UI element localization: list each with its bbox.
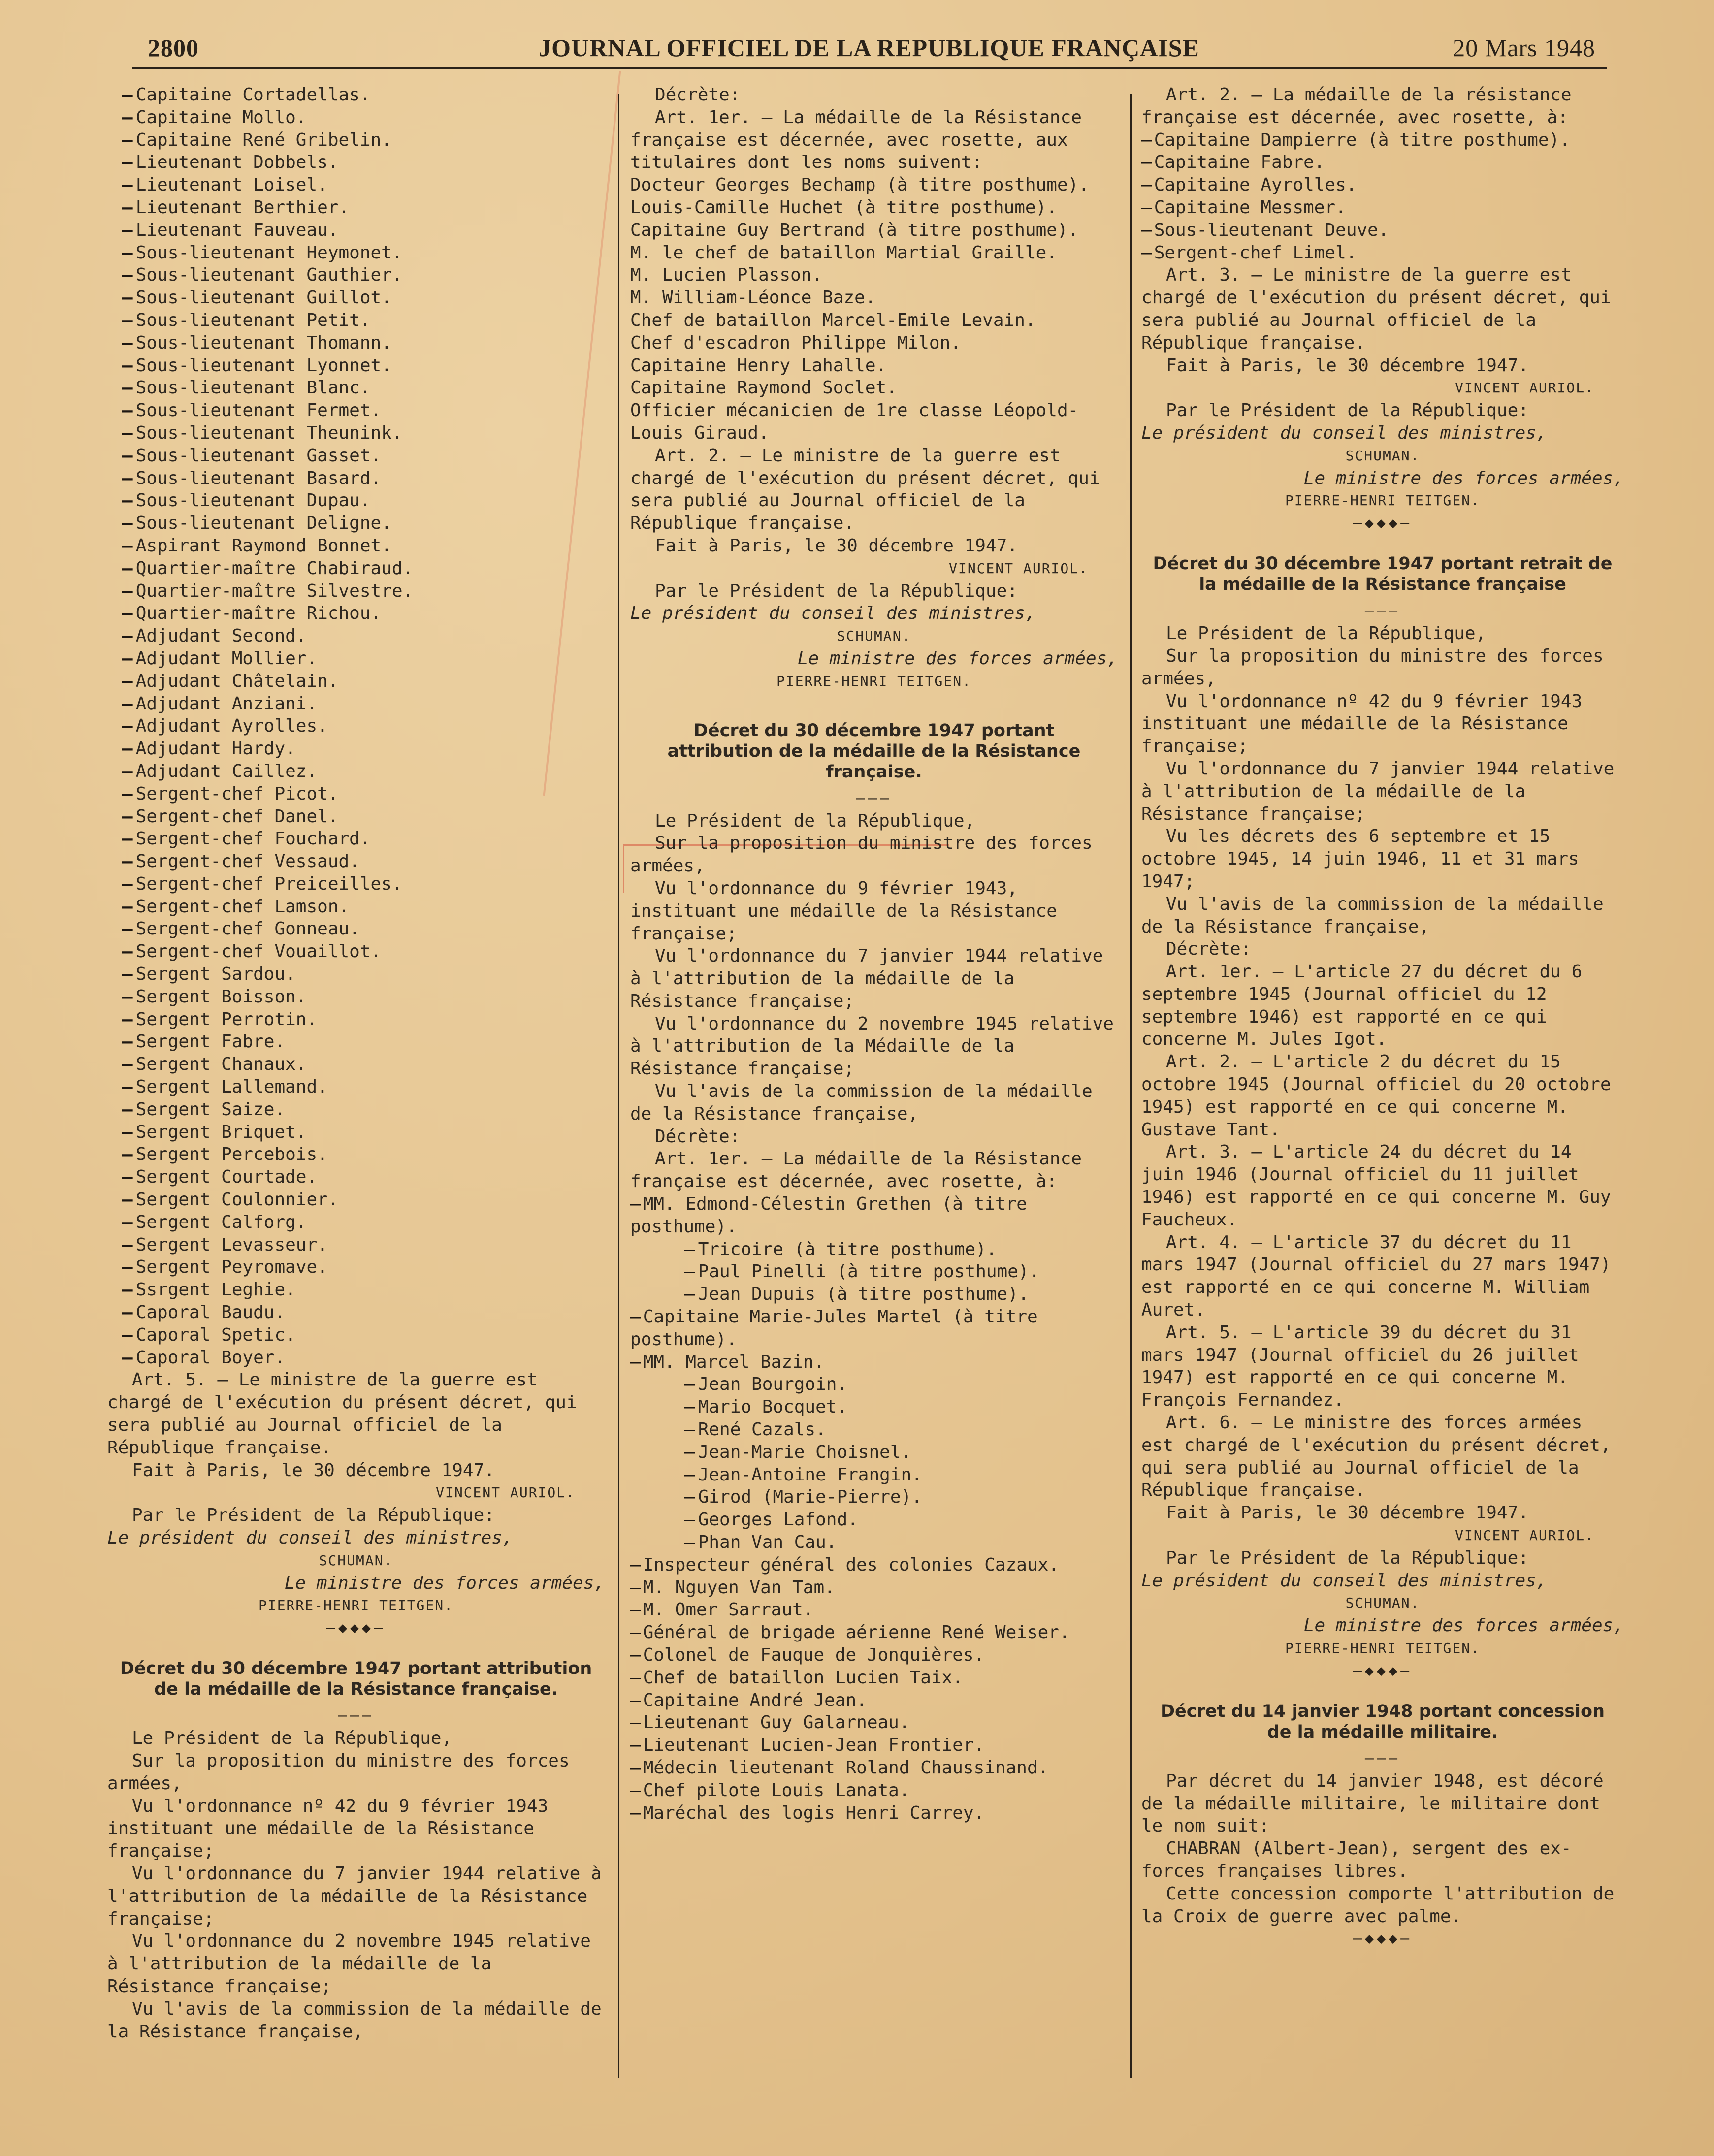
col3-signature-teitgen-2: PIERRE-HENRI TEITGEN. <box>1285 1640 1480 1656</box>
col3-retrait-body-item: Vu les décrets des 6 septembre et 15 octobre 1945, 14 juin 1946, 11 et 31 mars 1947; <box>1141 826 1579 892</box>
col3-retrait-body <box>1141 622 1624 938</box>
col3-retrait-body-item: Le Président de la République, <box>1166 623 1487 644</box>
col1-name-list-item: — Adjudant Châtelain. <box>107 670 605 693</box>
col3-articles-item: Art. 4. — L'article 37 du décret du 11 mars 1947 (Journal officiel du 27 mars 1947) est rapporté en ce qui concerne M. William Auret. <box>1141 1232 1611 1320</box>
col1-name-list-item: — Sergent Courtade. <box>107 1166 605 1189</box>
column-3 <box>1141 84 1624 1950</box>
col1-name-list-item: — Lieutenant Loisel. <box>107 174 605 196</box>
col2-names-a-item: M. William-Léonce Baze. <box>630 288 876 308</box>
col2-decree2-title: Décret du 30 décembre 1947 portant attribution de la médaille de la Résistance française. <box>667 720 1081 782</box>
col1-decree-body-item: Vu l'avis de la commission de la médaille de la Résistance française, <box>107 1998 602 2042</box>
col1-name-list-item: — Adjudant Anziani. <box>107 693 605 715</box>
col1-name-list-item: — Sous-lieutenant Theunink. <box>107 422 605 445</box>
col3-fait2: Fait à Paris, le 30 décembre 1947. <box>1166 1503 1529 1523</box>
col1-name-list-item: — Adjudant Mollier. <box>107 647 605 670</box>
col2-signature-teitgen: PIERRE-HENRI TEITGEN. <box>776 673 971 689</box>
col3-decrete: Décrète: <box>1166 939 1252 960</box>
col3-president-conseil: Le président du conseil des ministres, <box>1141 422 1547 443</box>
col1-name-list-item: — Sergent Lallemand. <box>107 1076 605 1098</box>
col1-name-list-item: — Sergent-chef Vessaud. <box>107 850 605 873</box>
col1-name-list-item: — Lieutenant Berthier. <box>107 196 605 219</box>
col1-signature-auriol: VINCENT AURIOL. <box>436 1484 575 1501</box>
journal-title: JOURNAL OFFICIEL DE LA REPUBLIQUE FRANÇAISE <box>539 34 1199 62</box>
col2-decree2-body-item: Vu l'ordonnance du 7 janvier 1944 relative à l'attribution de la médaille de la Résistance française; <box>630 946 1103 1011</box>
column-rule-2 <box>1130 94 1132 2078</box>
col2-names-a-item: Capitaine Raymond Soclet. <box>630 378 897 398</box>
col1-name-list-item: — Adjudant Hardy. <box>107 738 605 760</box>
col2-decree2-body <box>630 810 1118 1126</box>
col3-signature-schuman-2: SCHUMAN. <box>1345 1595 1420 1611</box>
col1-name-list-item: — Sergent Perrotin. <box>107 1008 605 1031</box>
col2-names-sub2-item: — René Cazals. <box>630 1418 1118 1441</box>
page-header <box>133 29 1605 68</box>
col1-name-list-item: — Sous-lieutenant Petit. <box>107 309 605 332</box>
col3-ornament-4: ——— <box>1364 1749 1401 1767</box>
col1-name-list-item: — Sous-lieutenant Deligne. <box>107 512 605 535</box>
col2-names-sub2-item: — Phan Van Cau. <box>630 1531 1118 1554</box>
col2-names-end-item: — Chef pilote Louis Lanata. <box>630 1779 1118 1802</box>
column-rule-1 <box>618 94 619 2078</box>
col3-fait: Fait à Paris, le 30 décembre 1947. <box>1166 355 1529 376</box>
col3-retrait-body-item: Vu l'ordonnance nº 42 du 9 février 1943 instituant une médaille de la Résistance française; <box>1141 691 1583 757</box>
col1-decree-body-item: Sur la proposition du ministre des forces armées, <box>107 1750 570 1794</box>
col2-names-a <box>630 174 1118 445</box>
col2-names-sub2-item: — Jean Bourgoin. <box>630 1373 1118 1396</box>
col1-name-list-item: — Sergent Sardou. <box>107 963 605 986</box>
col1-name-list-item: — Sergent-chef Lamson. <box>107 896 605 918</box>
col2-names-end-item: — M. Nguyen Van Tam. <box>630 1577 1118 1599</box>
col2-names-end-item: — Lieutenant Lucien-Jean Frontier. <box>630 1734 1118 1757</box>
col1-name-list-item: — Capitaine Mollo. <box>107 106 605 129</box>
col3-militaire-body-item: Par décret du 14 janvier 1948, est décoré de la médaille militaire, le militaire dont le nom suit: <box>1141 1770 1604 1836</box>
col1-name-list-item: — Caporal Baudu. <box>107 1301 605 1324</box>
col3-art3: Art. 3. — Le ministre de la guerre est chargé de l'exécution du présent décret, qui sera publié au Journal officiel de la République française. <box>1141 265 1611 353</box>
col2-names-end <box>630 1554 1118 1825</box>
col1-name-list-item: — Adjudant Ayrolles. <box>107 715 605 738</box>
col2-names-end-item: — Inspecteur général des colonies Cazaux. <box>630 1554 1118 1577</box>
col1-decree-body <box>107 1727 605 2043</box>
col1-name-list-item: — Quartier-maître Richou. <box>107 602 605 625</box>
col1-name-list-item: — Sergent-chef Danel. <box>107 805 605 828</box>
col3-ministre-2: Le ministre des forces armées, <box>1303 1615 1624 1636</box>
col1-ministre: Le ministre des forces armées, <box>284 1573 605 1593</box>
col3-president-conseil-2: Le président du conseil des ministres, <box>1141 1570 1547 1591</box>
col1-name-list-item: — Sous-lieutenant Gauthier. <box>107 264 605 287</box>
col3-retrait-body-item: Vu l'ordonnance du 7 janvier 1944 relative à l'attribution de la médaille de la Résistance française; <box>1141 758 1615 824</box>
col1-name-list-item: — Capitaine Cortadellas. <box>107 84 605 106</box>
col2-art2: Art. 2. — Le ministre de la guerre est chargé de l'exécution du présent décret, qui sera publié au Journal officiel de la République française. <box>630 445 1100 534</box>
col3-signature-schuman: SCHUMAN. <box>1345 447 1420 464</box>
col2-names-a-item: Chef de bataillon Marcel-Emile Levain. <box>630 310 1036 330</box>
col2-names-end-item: — Lieutenant Guy Galarneau. <box>630 1711 1118 1734</box>
issue-date: 20 Mars 1948 <box>1453 34 1595 62</box>
col1-name-list-item: — Sergent Coulonnier. <box>107 1189 605 1211</box>
col3-signature-auriol: VINCENT AURIOL. <box>1455 380 1594 396</box>
col2-names-sub2-item: — Girod (Marie-Pierre). <box>630 1486 1118 1509</box>
col1-name-list-item: — Sergent-chef Fouchard. <box>107 828 605 850</box>
col2-names-sub1-item: — Paul Pinelli (à titre posthume). <box>630 1260 1118 1283</box>
col2-signature-auriol: VINCENT AURIOL. <box>949 560 1088 577</box>
col1-name-list-item: — Sous-lieutenant Blanc. <box>107 377 605 399</box>
col1-name-list-item: — Ssrgent Leghie. <box>107 1279 605 1301</box>
col3-articles-item: Art. 2. — L'article 2 du décret du 15 octobre 1945 (Journal officiel du 20 octobre 1945) est rapporté en ce qui concerne M. Gustave Tant. <box>1141 1052 1611 1140</box>
col1-name-list-item: — Lieutenant Dobbels. <box>107 151 605 174</box>
col3-art2: Art. 2. — La médaille de la résistance française est décernée, avec rosette, à: <box>1141 85 1572 128</box>
col2-names-a-item: Officier mécanicien de 1re classe Léopold-Louis Giraud. <box>630 400 1079 443</box>
col2-names-a-item: Capitaine Guy Bertrand (à titre posthume). <box>630 220 1079 240</box>
col1-name-list-item: — Sous-lieutenant Fermet. <box>107 399 605 422</box>
col1-decree-body-item: Vu l'ordonnance du 2 novembre 1945 relative à l'attribution de la médaille de la Résistance française; <box>107 1931 591 1996</box>
col1-name-list-item: — Sergent Fabre. <box>107 1030 605 1053</box>
col1-name-list-item: — Capitaine René Gribelin. <box>107 129 605 152</box>
col1-president-conseil: Le président du conseil des ministres, <box>107 1528 513 1548</box>
col1-name-list-item: — Sous-lieutenant Lyonnet. <box>107 354 605 377</box>
col2-names-a-item: M. le chef de bataillon Martial Graille. <box>630 242 1057 263</box>
col3-articles-item: Art. 3. — L'article 24 du décret du 14 juin 1946 (Journal officiel du 11 juillet 1946) est rapporté en ce qui concerne M. Guy Faucheux. <box>1141 1142 1611 1230</box>
col2-art1b: Art. 1er. — La médaille de la Résistance française est décernée, avec rosette, à: <box>630 1149 1082 1192</box>
col2-names-a-item: Louis-Camille Huchet (à titre posthume). <box>630 197 1057 218</box>
col2-decrete: Décrète: <box>655 85 741 105</box>
col2-names-a-item: Capitaine Henry Lahalle. <box>630 355 887 376</box>
col2-fait: Fait à Paris, le 30 décembre 1947. <box>655 535 1018 556</box>
col3-ornament-2: ——— <box>1364 602 1401 620</box>
col1-name-list-item: — Sous-lieutenant Dupau. <box>107 489 605 512</box>
col2-names-end-item: — Général de brigade aérienne René Weiser. <box>630 1621 1118 1644</box>
col1-name-list-item: — Quartier-maître Silvestre. <box>107 580 605 603</box>
col3-articles-item: Art. 6. — Le ministre des forces armées est chargé de l'exécution du présent décret, qui sera publié au Journal officiel de la République française. <box>1141 1413 1611 1501</box>
col2-name-bazin: — MM. Marcel Bazin. <box>630 1351 1118 1374</box>
col1-name-list-item: — Sergent Peyromave. <box>107 1256 605 1279</box>
col3-names-item: — Capitaine Ayrolles. <box>1141 174 1624 196</box>
col2-names-a-item: Docteur Georges Bechamp (à titre posthume). <box>630 175 1089 195</box>
col1-signature-schuman: SCHUMAN. <box>319 1552 393 1569</box>
col3-par2: Par le Président de la République: <box>1166 1547 1529 1568</box>
col2-names-sub2-item: — Georges Lafond. <box>630 1509 1118 1531</box>
col1-ornament-2: ——— <box>338 1707 374 1725</box>
col3-names-item: — Capitaine Fabre. <box>1141 151 1624 174</box>
col1-name-list-item: — Aspirant Raymond Bonnet. <box>107 535 605 557</box>
col2-president-conseil: Le président du conseil des ministres, <box>630 603 1036 624</box>
col1-decree-body-item: Vu l'ordonnance du 7 janvier 1944 relative à l'attribution de la médaille de la Résistance française; <box>107 1863 602 1929</box>
col3-militaire-body-item: CHABRAN (Albert-Jean), sergent des ex-forces françaises libres. <box>1141 1838 1572 1881</box>
col3-names <box>1141 129 1624 264</box>
col2-art1: Art. 1er. — La médaille de la Résistance française est décernée, avec rosette, aux titulaires dont les noms suivent: <box>630 107 1082 173</box>
col2-par: Par le Président de la République: <box>655 580 1018 601</box>
col1-art5: Art. 5. — Le ministre de la guerre est chargé de l'exécution du présent décret, qui sera publié au Journal officiel de la République française. <box>107 1370 577 1458</box>
col2-names-sub2-item: — Jean-Marie Choisnel. <box>630 1441 1118 1464</box>
col3-articles-item: Art. 5. — L'article 39 du décret du 31 mars 1947 (Journal officiel du 26 juillet 1947) est rapporté en ce qui concerne M. François Fernandez. <box>1141 1322 1579 1411</box>
col2-names-sub1-item: — Tricoire (à titre posthume). <box>630 1238 1118 1261</box>
col1-name-list-item: — Sergent-chef Preiceilles. <box>107 873 605 896</box>
col3-retrait-body-item: Vu l'avis de la commission de la médaille de la Résistance française, <box>1141 894 1604 937</box>
col1-name-list-item: — Sous-lieutenant Heymonet. <box>107 242 605 264</box>
col1-name-list-item: — Sous-lieutenant Guillot. <box>107 287 605 309</box>
header-rule <box>132 67 1607 69</box>
col2-names-a-item: Chef d'escadron Philippe Milon. <box>630 332 961 353</box>
col2-names-sub1-item: — Jean Dupuis (à titre posthume). <box>630 1283 1118 1306</box>
col2-ministre: Le ministre des forces armées, <box>797 648 1118 669</box>
col1-name-list-item: — Sergent Saize. <box>107 1098 605 1121</box>
col2-signature-schuman: SCHUMAN. <box>837 628 911 644</box>
col2-name-grethen: — MM. Edmond-Célestin Grethen (à titre posthume). <box>630 1193 1118 1238</box>
col3-ministre: Le ministre des forces armées, <box>1303 468 1624 488</box>
col1-name-list-item: — Lieutenant Fauveau. <box>107 219 605 242</box>
col3-articles-item: Art. 1er. — L'article 27 du décret du 6 septembre 1945 (Journal officiel du 12 septembre 1946) est rapporté en ce qui concerne M. Jules Igot. <box>1141 962 1583 1050</box>
col2-names-end-item: — Chef de bataillon Lucien Taix. <box>630 1667 1118 1689</box>
col3-names-item: — Sergent-chef Limel. <box>1141 242 1624 264</box>
col2-name-martel: — Capitaine Marie-Jules Martel (à titre posthume). <box>630 1306 1118 1351</box>
col2-names-end-item: — M. Omer Sarraut. <box>630 1599 1118 1621</box>
col3-retrait-body-item: Sur la proposition du ministre des forces armées, <box>1141 645 1604 689</box>
col1-fait: Fait à Paris, le 30 décembre 1947. <box>132 1460 495 1480</box>
col1-name-list-item: — Sous-lieutenant Thomann. <box>107 332 605 354</box>
col1-name-list-item: — Adjudant Caillez. <box>107 760 605 783</box>
col1-name-list-item: — Sergent-chef Vouaillot. <box>107 940 605 963</box>
col3-ornament-1: —◆◆◆— <box>1353 515 1413 532</box>
col2-names-end-item: — Maréchal des logis Henri Carrey. <box>630 1802 1118 1825</box>
col3-ornament-5: —◆◆◆— <box>1353 1930 1413 1948</box>
col3-names-item: — Capitaine Dampierre (à titre posthume). <box>1141 129 1624 152</box>
col2-decree2-body-item: Sur la proposition du ministre des forces armées, <box>630 833 1093 876</box>
col1-name-list-item: — Sergent Calforg. <box>107 1211 605 1234</box>
page-number: 2800 <box>148 34 199 62</box>
col1-name-list <box>107 84 605 1369</box>
column-1 <box>107 84 605 2043</box>
col2-names-end-item: — Capitaine André Jean. <box>630 1689 1118 1712</box>
col3-ornament-3: —◆◆◆— <box>1353 1662 1413 1679</box>
col1-name-list-item: — Sergent Boisson. <box>107 986 605 1008</box>
col1-name-list-item: — Adjudant Second. <box>107 625 605 647</box>
col1-decree-body-item: Le Président de la République, <box>132 1728 453 1749</box>
col1-par: Par le Président de la République: <box>132 1505 495 1526</box>
col3-militaire-title: Décret du 14 janvier 1948 portant concession de la médaille militaire. <box>1161 1701 1605 1742</box>
col1-name-list-item: — Caporal Spetic. <box>107 1324 605 1347</box>
col1-name-list-item: — Quartier-maître Chabiraud. <box>107 557 605 580</box>
col2-names-sub1 <box>630 1238 1118 1306</box>
col1-signature-teitgen: PIERRE-HENRI TEITGEN. <box>258 1597 453 1614</box>
col2-ornament: ——— <box>856 789 892 807</box>
col3-articles <box>1141 961 1624 1502</box>
col1-name-list-item: — Sous-lieutenant Gasset. <box>107 445 605 467</box>
col2-names-sub2-item: — Jean-Antoine Frangin. <box>630 1464 1118 1486</box>
col2-decree2-body-item: Vu l'ordonnance du 9 février 1943, instituant une médaille de la Résistance française; <box>630 878 1057 944</box>
col2-names-sub2 <box>630 1373 1118 1553</box>
col2-names-sub2-item: — Mario Bocquet. <box>630 1396 1118 1418</box>
col2-names-a-item: M. Lucien Plasson. <box>630 265 823 286</box>
col1-ornament-1: —◆◆◆— <box>326 1619 386 1637</box>
col2-decree2-body-item: Vu l'ordonnance du 2 novembre 1945 relative à l'attribution de la Médaille de la Résistance française; <box>630 1013 1114 1079</box>
col2-decrete2: Décrète: <box>655 1126 741 1147</box>
col3-militaire-body-item: Cette concession comporte l'attribution de la Croix de guerre avec palme. <box>1141 1883 1615 1927</box>
col3-par: Par le Président de la République: <box>1166 400 1529 421</box>
col2-names-end-item: — Colonel de Fauque de Jonquières. <box>630 1644 1118 1667</box>
col3-names-item: — Sous-lieutenant Deuve. <box>1141 219 1624 242</box>
col3-signature-auriol-2: VINCENT AURIOL. <box>1455 1527 1594 1544</box>
col1-name-list-item: — Sergent Chanaux. <box>107 1053 605 1076</box>
col3-names-item: — Capitaine Messmer. <box>1141 196 1624 219</box>
col1-name-list-item: — Sergent Briquet. <box>107 1121 605 1144</box>
col1-name-list-item: — Sergent-chef Picot. <box>107 783 605 805</box>
column-2 <box>630 84 1118 1824</box>
col3-retrait-title: Décret du 30 décembre 1947 portant retrait de la médaille de la Résistance française <box>1153 554 1613 595</box>
col3-militaire-body <box>1141 1770 1624 1928</box>
col2-names-end-item: — Médecin lieutenant Roland Chaussinand. <box>630 1757 1118 1779</box>
col1-name-list-item: — Caporal Boyer. <box>107 1347 605 1369</box>
col1-name-list-item: — Sergent Levasseur. <box>107 1234 605 1256</box>
col2-decree2-body-item: Vu l'avis de la commission de la médaille de la Résistance française, <box>630 1081 1093 1124</box>
col1-name-list-item: — Sergent Percebois. <box>107 1143 605 1166</box>
col1-decree-body-item: Vu l'ordonnance nº 42 du 9 février 1943 instituant une médaille de la Résistance française; <box>107 1796 549 1862</box>
col2-decree2-body-item: Le Président de la République, <box>655 810 975 831</box>
col1-decree-title: Décret du 30 décembre 1947 portant attribution de la médaille de la Résistance française. <box>120 1659 592 1700</box>
col1-name-list-item: — Sous-lieutenant Basard. <box>107 467 605 490</box>
col1-name-list-item: — Sergent-chef Gonneau. <box>107 918 605 940</box>
col3-signature-teitgen: PIERRE-HENRI TEITGEN. <box>1285 492 1480 509</box>
